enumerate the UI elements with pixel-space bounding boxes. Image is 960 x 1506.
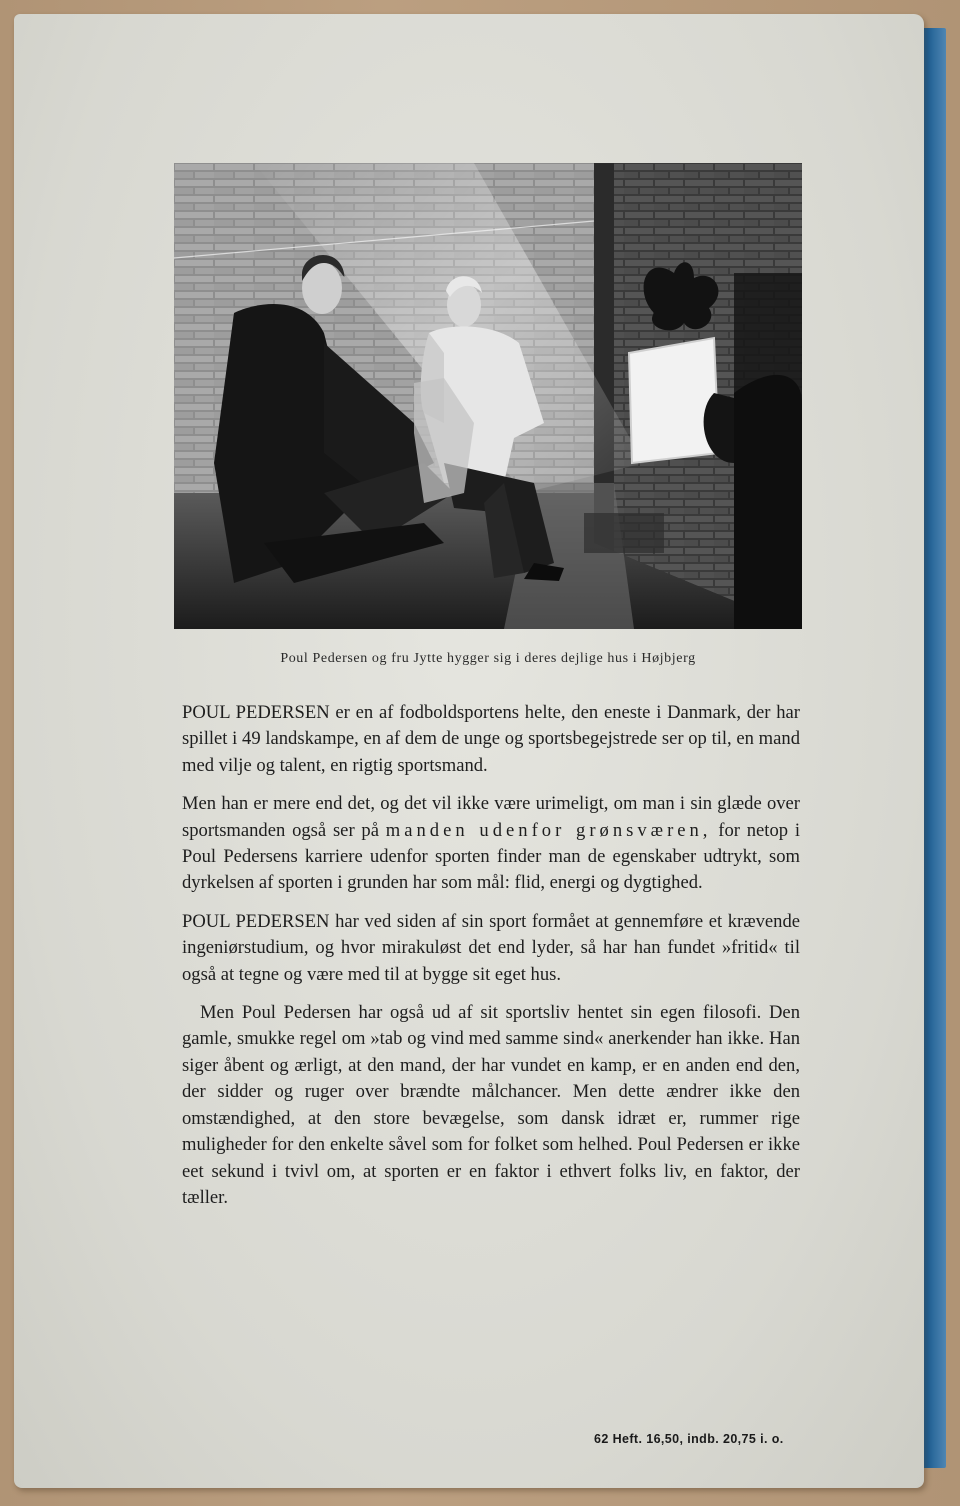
paragraph-2-emphasis: manden udenfor grønsværen, xyxy=(385,819,712,841)
cover-photo xyxy=(174,163,802,629)
paragraph-2-part-a: Men han er mere end det, og det vil ikke være urimeligt, om man i sin glæde over sportsmanden også ser på xyxy=(182,793,800,841)
back-cover-text xyxy=(182,700,800,1223)
paragraph-3: POUL PEDERSEN har ved siden af sin sport formået at gennemføre et krævende ingeniørstudium, og hvor mirakuløst det end lyder, så har han fundet »fritid« til også at tegne og være med til at bygge sit eget hus. xyxy=(182,910,800,985)
paragraph-2-part-b: for netop i Poul Pedersens karriere udenfor sporten finder man de egenskaber udtrykt, som dyrkelsen af sporten i grunden har som mål: flid, energi og dygtighed. xyxy=(182,819,801,894)
paragraph-1: POUL PEDERSEN er en af fodboldsportens helte, den eneste i Danmark, der har spillet i 49 landskampe, en af dem de unge og sportsbegejstrede ser op til, en mand med vilje og talent, en rigtig sportsmand. xyxy=(182,702,800,776)
photo-illustration xyxy=(174,163,802,629)
paragraph-4: Men Poul Pedersen har også ud af sit sportsliv hentet sin egen filosofi. Den gamle, smukke regel om »tab og vind med samme sind« anerkender han ikke. Han siger åbent og ærligt, at den mand, der har vundet en kamp, er en anden end den, der sidder og ruger over brændte målchancer. Men dette ændrer ikke den omstændighed, at den store bevægelse, som dansk idræt er, rummer rige muligheder for den enkelte såvel som for folket som helhed. Poul Pedersen er ikke eet sekund i tvivl om, at sporten er en faktor i ethvert folks liv, en faktor, der tæller. xyxy=(182,1002,800,1208)
photo-caption: Poul Pedersen og fru Jytte hygger sig i deres dejlige hus i Højbjerg xyxy=(280,651,696,666)
price-line: 62 Heft. 16,50, indb. 20,75 i. o. xyxy=(594,1432,784,1446)
paragraph-2 xyxy=(182,791,800,897)
